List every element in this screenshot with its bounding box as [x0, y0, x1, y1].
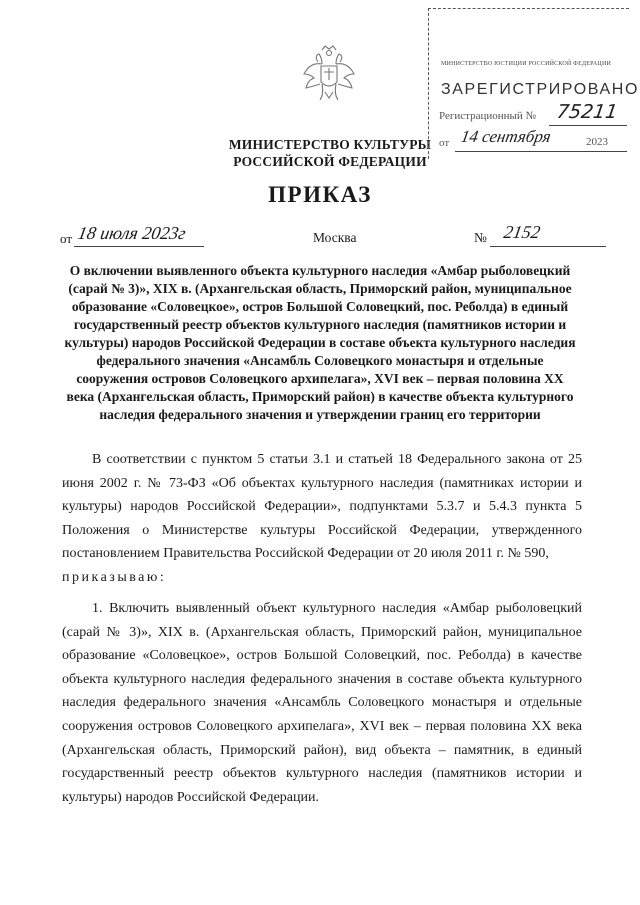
city: Москва [313, 230, 357, 245]
stamp-date: 14 сентября [459, 127, 553, 146]
order-date: 18 июля 2023г [76, 223, 188, 243]
stamp-date-underline [455, 151, 627, 152]
ministry-name [200, 136, 460, 170]
paragraph-1-text: В соответствии с пунктом 5 статьи 3.1 и статьей 18 Федерального закона от 25 июня 2002 г. № 73-ФЗ «Об объектах культурного наследия (памятниках истории и культуры) народов Российской Федерации», подпунктами 5.3.7 и 5.4.3 пункта 5 Положения о Министерстве культуры Российской Федерации, утвержденного постановлением Правительства Российской Федерации от 20 июля 2011 г. № 590, [62, 452, 582, 562]
ministry-line-2: РОССИЙСКОЙ ФЕДЕРАЦИИ [233, 154, 427, 169]
stamp-reg-underline [549, 125, 627, 126]
date-underline [74, 246, 204, 247]
body-paragraph-1 [62, 448, 582, 590]
number-underline [490, 246, 606, 247]
order-subject: О включении выявленного объекта культурного наследия «Амбар рыболовецкий (сарай № 3)», XIX в. (Архангельская область, Приморский район, муниципальное образование «Соловецкое», остров Большой Соловецкий, пос. Реболда) в единый государственный реестр объектов культурного наследия (памятников истории и культуры) народов Российской Федерации в составе объекта культурного наследия федерального значения «Ансамбль Соловецкого монастыря и отдельные сооружения островов Соловецкого архипелага», XVI век – первая половина XX века (Архангельская область, Приморский район) в качестве объекта культурного наследия федерального значения и утверждении границ его территории [64, 263, 576, 422]
stamp-reg-label: Регистрационный № [439, 110, 537, 122]
coat-of-arms-icon [300, 44, 358, 108]
stamp-ministry: МИНИСТЕРСТВО ЮСТИЦИИ РОССИЙСКОЙ ФЕДЕРАЦИИ [441, 61, 612, 67]
body-paragraph-2: 1. Включить выявленный объект культурного наследия «Амбар рыболовецкий (сарай № 3)», XIX в. (Архангельская область, Приморский район, муниципальное образование «Соловецкое», остров Большой Соловецкий, пос. Реболда) в качестве объекта культурного наследия федерального значения в составе объекта культурного наследия федерального значения «Ансамбль Соловецкого монастыря и отдельные сооружения островов Соловецкого архипелага», XVI век – первая половина XX века (Архангельская область, Приморский район), вид объекта – памятник, в единый государственный реестр объектов культурного наследия (памятников истории и культуры) народов Российской Федерации. [62, 601, 582, 805]
stamp-date-prefix: от [439, 137, 450, 149]
number-sign: № [474, 230, 487, 245]
stamp-reg-number: 75211 [555, 101, 619, 123]
ministry-line-1: МИНИСТЕРСТВО КУЛЬТУРЫ [228, 137, 432, 152]
date-prefix: от [60, 231, 73, 246]
registration-stamp [428, 8, 639, 159]
stamp-title: ЗАРЕГИСТРИРОВАНО [441, 81, 639, 98]
document-title: ПРИКАЗ [268, 182, 372, 207]
order-word: приказываю: [62, 569, 167, 585]
order-number: 2152 [502, 222, 542, 242]
stamp-year: 2023 [586, 136, 608, 148]
